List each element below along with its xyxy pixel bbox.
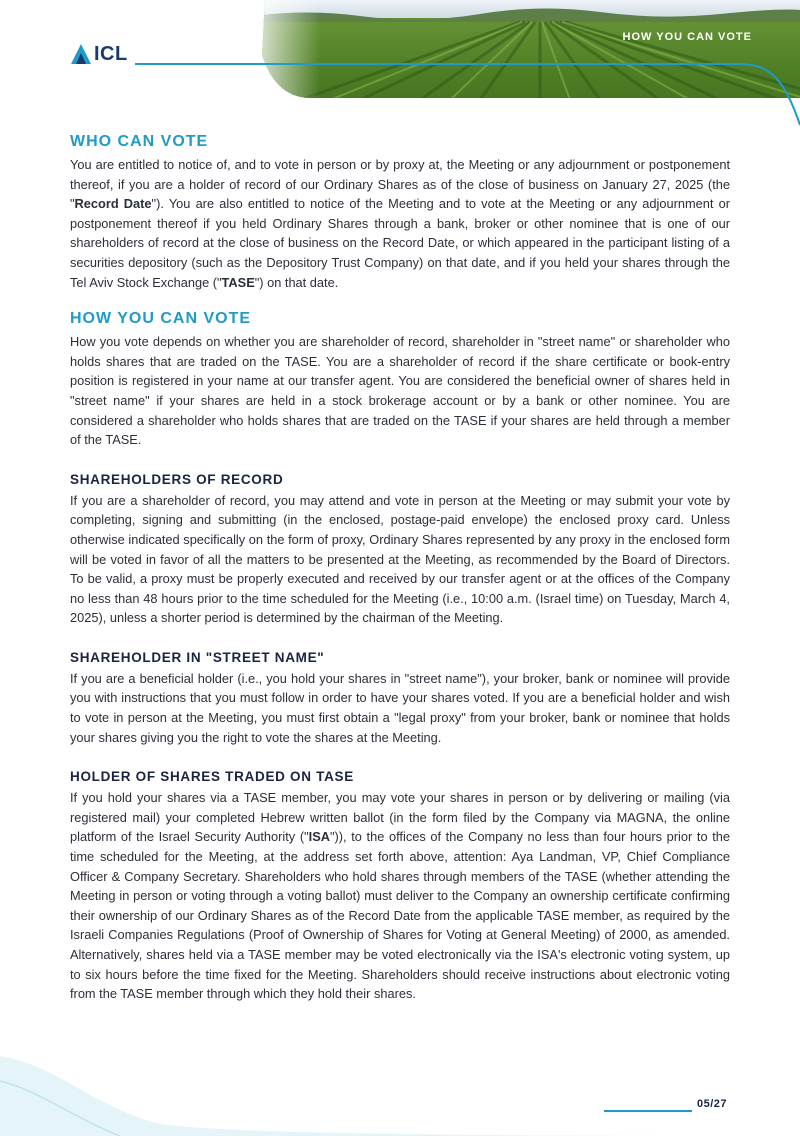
who-can-vote-heading: WHO CAN VOTE [70,133,209,150]
icl-logo [70,40,128,68]
how-you-can-vote-paragraph: How you vote depends on whether you are shareholder of record, shareholder in "street name" or shareholder who holds shares that are traded on the TASE. You are a shareholder of record if the share certificate or book-entry position is registered in your name at our transfer agent. You are considered the beneficial owner of shares held in "street name" if your shares are held in a stock brokerage account or by a bank or other nominee. You are considered a shareholder who holds shares that are traded on the TASE if your shares are held through a member of the TASE. [70,334,730,448]
logo-text: ICL [94,42,128,65]
footer-wave [0,996,800,1136]
isa-term: ISA [308,829,330,845]
header-field-photo [0,0,800,140]
footer-rule [604,1110,692,1112]
street-name-heading: SHAREHOLDER IN "STREET NAME" [70,649,325,665]
icl-logo-icon [70,42,92,66]
header-section-tag: HOW YOU CAN VOTE [622,31,752,43]
tase-holders-paragraph: If you hold your shares via a TASE member, you may vote your shares in person or by delivering or mailing (via registered mail) your completed Hebrew written ballot (in the form filed by the Company via MAGNA, the online platform of the Israel Security Authority ("ISA")), to the offices of the Company no less than four hours prior to the time scheduled for the Meeting, at the address set forth above, attention: Aya Landman, VP, Chief Compliance Officer & Company Secretary. Shareholders who hold shares through members of the TASE (whether attending the Meeting in person or voting through a voting ballot) must deliver to the Company an ownership certificate confirming their ownership of our Ordinary Shares as of the Record Date from the applicable TASE member, as required by the Israeli Companies Regulations (Proof of Ownership of Shares for Voting at General Meeting) of 2000, as amended. Alternatively, shares held via a TASE member may be voted electronically via the ISA's electronic voting system, up to six hours before the time fixed for the Meeting. Shareholders should receive instructions about electronic voting from the TASE member through which they hold their shares. [70,790,730,1002]
shareholders-of-record-heading: SHAREHOLDERS OF RECORD [70,471,284,487]
page-number: 05/27 [697,1098,728,1110]
record-date-term: Record Date [74,196,152,212]
who-can-vote-paragraph: You are entitled to notice of, and to vote in person or by proxy at, the Meeting or any adjournment or postponement thereof, if you are a holder of record of our Ordinary Shares as of the close of business on January 27, 2025 (the "Record Date"). You are also entitled to notice of the Meeting and to vote at the Meeting or any adjournment or postponement thereof if you held Ordinary Shares through a bank, broker or other nominee that is one of our shareholders of record at the close of business on the Record Date, or which appeared in the participant listing of a securities depository (such as the Depository Trust Company) on that date, and if you held your shares through the Tel Aviv Stock Exchange ("TASE") on that date. [70,157,730,290]
how-you-can-vote-heading: HOW YOU CAN VOTE [70,310,252,328]
tase-holders-heading: HOLDER OF SHARES TRADED ON TASE [70,769,354,785]
street-name-paragraph: If you are a beneficial holder (i.e., you hold your shares in "street name"), your broker, bank or nominee will provide you with instructions that you must follow in order to have your shares voted. If you are a beneficial holder and wish to vote in person at the Meeting, you must first obtain a "legal proxy" from your broker, bank or nominee that holds your shares giving you the right to vote the shares at the Meeting. [70,670,730,745]
shareholders-of-record-paragraph: If you are a shareholder of record, you may attend and vote in person at the Meeting or may submit your vote by completing, signing and submitting (in the enclosed, postage-paid envelope) the enclosed proxy card. Unless otherwise indicated specifically on the form of proxy, Ordinary Shares represented by any proxy in the enclosed form will be voted in favor of all the matters to be presented at the Meeting, as recommended by the Board of Directors. To be valid, a proxy must be properly executed and received by our transfer agent or at the offices of the Company no less than 48 hours prior to the time scheduled for the Meeting (i.e., 10:00 a.m. (Israel time) on Tuesday, March 4, 2025), unless a shorter period is determined by the chairman of the Meeting. [70,492,730,626]
tase-term: TASE [221,274,255,290]
document-body [70,133,730,1004]
